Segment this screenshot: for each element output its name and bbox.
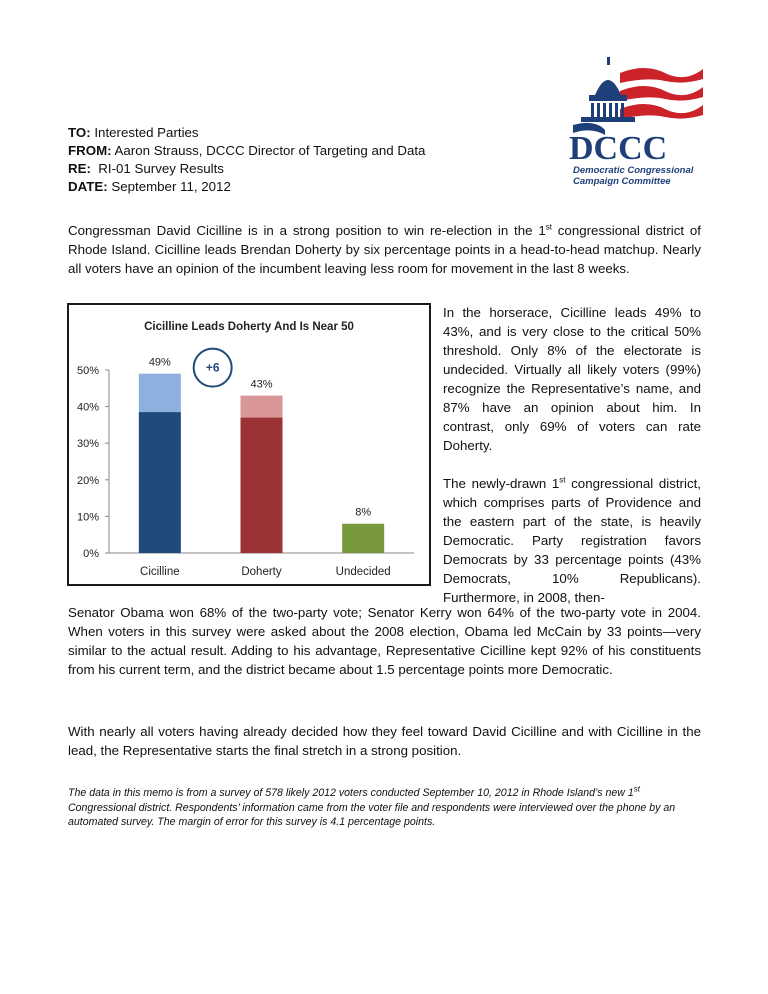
memo-header bbox=[68, 124, 425, 196]
category-label: Undecided bbox=[335, 566, 391, 578]
y-tick-label: 20% bbox=[76, 474, 99, 487]
logo-line1: Democratic Congressional bbox=[573, 165, 694, 176]
bar-segment-upper bbox=[139, 374, 181, 412]
y-tick-label: 30% bbox=[76, 438, 99, 451]
memo-to: TO: Interested Parties bbox=[68, 125, 199, 140]
category-label: Cicilline bbox=[140, 566, 180, 578]
district-paragraph-continued: Senator Obama won 68% of the two-party vote; Senator Kerry won 64% of the two-party vote in 2004. When voters in this survey were asked about the 2008 election, Obama led McCain by 33 points—very similar to the actual result. Adding to his advantage, Representative Cicilline kept 92% of his constituents from his current term, and the district became about 1.5 percentage points more Democratic. bbox=[68, 605, 701, 677]
side-text bbox=[443, 303, 701, 607]
district-paragraph: The newly-drawn 1st congressional district, which comprises parts of Providence and the eastern part of the state, is heavily Democratic. Party registration favors Democrats by 33 percentage points (43% Democrats, 10% Republicans). Furthermore, in 2008, then- bbox=[443, 475, 701, 605]
methodology-footnote: The data in this memo is from a survey of 578 likely 2012 voters conducted September 10, 2012 in Rhode Island’s new 1st Congressional district. Respondents’ information came from the voter file and respondents were interviewed over the phone by an automated survey. The margin of error for this survey is 4.1 percentage points. bbox=[68, 784, 676, 828]
bar-segment-lower bbox=[241, 418, 283, 553]
memo-from: FROM: Aaron Strauss, DCCC Director of Targeting and Data bbox=[68, 143, 426, 158]
bar-segment-lower bbox=[342, 524, 384, 553]
dccc-logo bbox=[565, 55, 705, 190]
lead-annotation: +6 bbox=[205, 360, 220, 375]
y-tick-label: 0% bbox=[83, 548, 99, 560]
memo-date: DATE: September 11, 2012 bbox=[68, 179, 231, 194]
horserace-chart bbox=[67, 303, 431, 586]
horserace-paragraph: In the horserace, Cicilline leads 49% to 43%, and is very close to the critical 50% threshold. Only 8% of the electorate is undecided. Virtually all likely voters (99%) recognize the Representative’s name, and 87% have an opinion about him. In contrast, only 69% of voters can rate Doherty. bbox=[443, 305, 701, 453]
memo-re: RE: RI-01 Survey Results bbox=[68, 161, 224, 176]
y-tick-label: 40% bbox=[76, 401, 99, 414]
chart-title: Cicilline Leads Doherty And Is Near 50 bbox=[144, 321, 354, 333]
y-tick-label: 50% bbox=[76, 365, 99, 377]
intro-paragraph: Congressman David Cicilline is in a strong position to win re-election in the 1st congressional district of Rhode Island. Cicilline leads Brendan Doherty by six percentage points in a head-to-head matchup. Nearly all voters have an opinion of the incumbent leaving less room for movement in the last 8 weeks. bbox=[68, 222, 701, 276]
chart-svg bbox=[69, 305, 429, 584]
bar-value-label: 49% bbox=[148, 356, 171, 369]
logo-line2: Campaign Committee bbox=[573, 176, 671, 187]
conclusion-paragraph: With nearly all voters having already decided how they feel toward David Cicilline and with Cicilline in the lead, the Representative starts the final stretch in a strong position. bbox=[68, 724, 701, 758]
bar-segment-lower bbox=[139, 412, 181, 553]
logo-name: DCCC bbox=[569, 130, 668, 167]
category-label: Doherty bbox=[241, 566, 282, 578]
y-tick-label: 10% bbox=[76, 511, 99, 524]
bar-value-label: 43% bbox=[250, 378, 273, 391]
bar-segment-upper bbox=[241, 396, 283, 418]
bar-value-label: 8% bbox=[355, 506, 372, 519]
